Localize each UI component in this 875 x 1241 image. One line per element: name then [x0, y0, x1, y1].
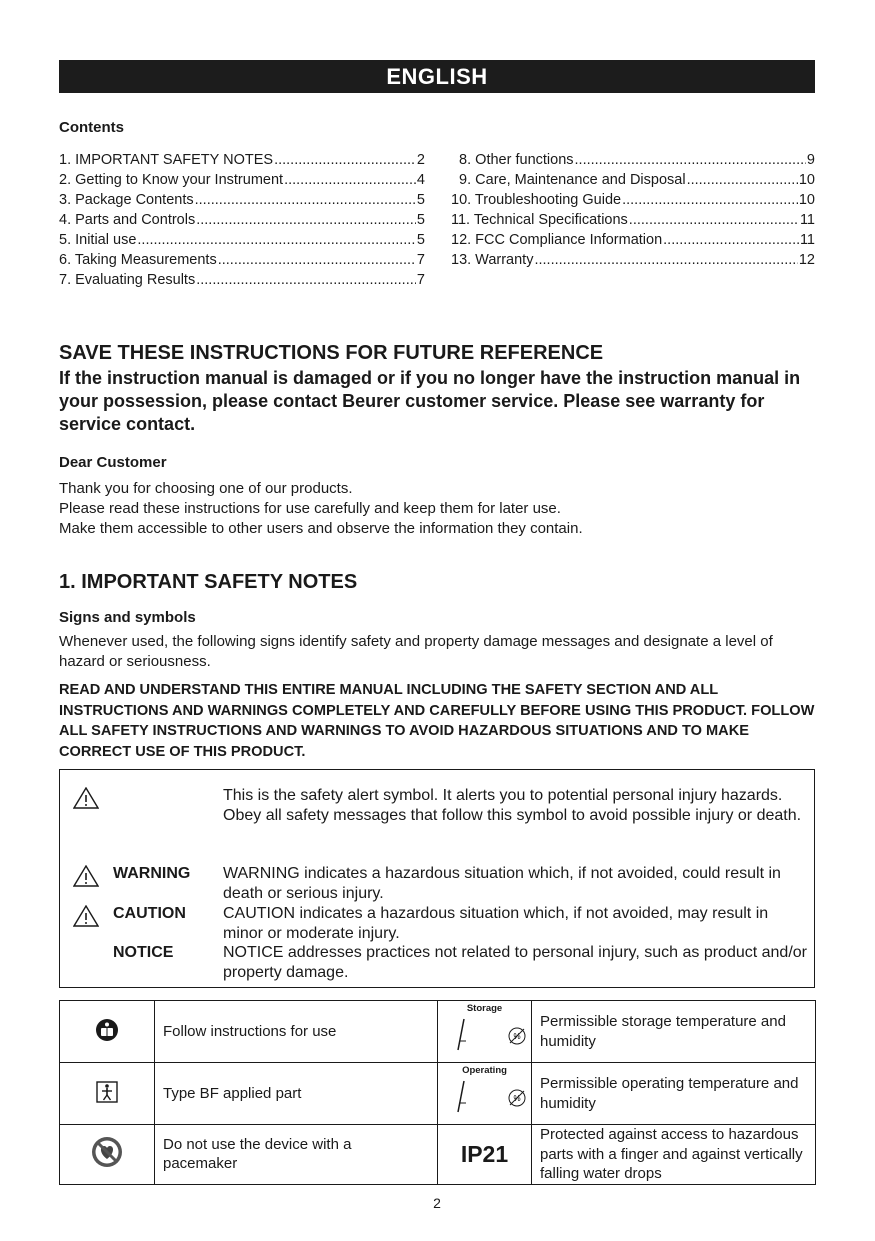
- dear-customer-text: [59, 479, 583, 539]
- toc-entry[interactable]: 4. Parts and Controls ..... 5: [59, 210, 425, 230]
- toc-entry[interactable]: 2. Getting to Know your Instrument ..... 4: [59, 170, 425, 190]
- symbol-cell: [60, 1125, 155, 1185]
- page-number: 2: [433, 1195, 441, 1211]
- dear-line: Make them accessible to other users and observe the information they contain.: [59, 520, 583, 537]
- svg-text:%: %: [513, 1032, 521, 1041]
- alert-description: WARNING indicates a hazardous situation which, if not avoided, could result in death or serious injury.: [223, 865, 781, 902]
- signs-symbols-text: Whenever used, the following signs identify safety and property damage messages and designate a level of hazard or seriousness.: [59, 633, 773, 670]
- signs-symbols-title: Signs and symbols: [59, 609, 196, 626]
- alert-description: NOTICE addresses practices not related to personal injury, such as product and/or property damage.: [223, 944, 807, 981]
- symbol-description: Follow instructions for use: [155, 1001, 438, 1063]
- alert-signal-word: NOTICE: [113, 944, 174, 961]
- symbol-description: Protected against access to hazardous parts with a finger and against vertically falling water drops: [532, 1125, 816, 1185]
- toc-entry[interactable]: 9. Care, Maintenance and Disposal ..... 10: [451, 170, 815, 190]
- operating-label: Operating: [462, 1065, 507, 1076]
- symbol-description: Permissible operating temperature and humidity: [532, 1063, 816, 1125]
- dear-line: Thank you for choosing one of our products.: [59, 480, 353, 497]
- symbols-table: [59, 1000, 816, 1185]
- symbol-cell: [438, 1001, 532, 1063]
- no-pacemaker-icon: [90, 1135, 124, 1169]
- dear-line: Please read these instructions for use carefully and keep them for later use.: [59, 500, 561, 517]
- symbol-cell: [60, 1001, 155, 1063]
- alert-description: CAUTION indicates a hazardous situation which, if not avoided, may result in minor or moderate injury.: [223, 905, 769, 942]
- toc-entry[interactable]: 3. Package Contents ..... 5: [59, 190, 425, 210]
- save-instructions-title: SAVE THESE INSTRUCTIONS FOR FUTURE REFERENCE: [59, 342, 604, 364]
- alert-description: This is the safety alert symbol. It alerts you to potential personal injury hazards. Obey all safety messages that follow this symbol to avoid possible injury or death.: [223, 787, 802, 824]
- section-title: 1. IMPORTANT SAFETY NOTES: [59, 571, 358, 593]
- contents-title: Contents: [59, 119, 124, 136]
- follow-instructions-icon: [95, 1018, 119, 1042]
- symbol-description: Type BF applied part: [155, 1063, 438, 1125]
- language-banner: [59, 60, 815, 93]
- toc-entry[interactable]: 12. FCC Compliance Information ..... 11: [451, 230, 815, 250]
- symbol-description: Do not use the device with a pacemaker: [155, 1125, 438, 1185]
- svg-text:%: %: [513, 1094, 521, 1103]
- toc-entry[interactable]: 10. Troubleshooting Guide ..... 10: [451, 190, 815, 210]
- toc-entry[interactable]: 11. Technical Specifications ..... 11: [451, 210, 815, 230]
- storage-label: Storage: [466, 1003, 503, 1014]
- read-manual-warning: READ AND UNDERSTAND THIS ENTIRE MANUAL INCLUDING THE SAFETY SECTION AND ALL INSTRUCTIONS AND WARNINGS COMPLETELY AND CAREFULLY BEFORE USING THIS PRODUCT. FOLLOW ALL SAFETY INSTRUCTIONS AND WARNINGS TO AVOID HAZARDOUS SITUATIONS AND TO MAKE CORRECT USE OF THIS PRODUCT.: [59, 682, 815, 760]
- toc-right-column: [451, 150, 815, 270]
- table-row: [60, 1001, 816, 1063]
- table-row: [60, 1125, 816, 1185]
- safety-alert-box: [59, 769, 815, 988]
- toc-entry[interactable]: 6. Taking Measurements ..... 7: [59, 250, 425, 270]
- warning-triangle-icon: [73, 865, 99, 887]
- toc-entry[interactable]: 1. IMPORTANT SAFETY NOTES ..... 2: [59, 150, 425, 170]
- symbol-description: Permissible storage temperature and humidity: [532, 1001, 816, 1063]
- warning-triangle-icon: [73, 787, 99, 809]
- dear-customer-title: Dear Customer: [59, 454, 167, 471]
- table-row: [60, 1063, 816, 1125]
- alert-signal-word: WARNING: [113, 865, 191, 882]
- ip-rating: IP21: [438, 1125, 532, 1185]
- toc-entry[interactable]: 8. Other functions ..... 9: [451, 150, 815, 170]
- save-instructions-subtitle: If the instruction manual is damaged or if you no longer have the instruction manual in your possession, please contact Beurer customer service. Please see warranty for service contact.: [59, 368, 801, 434]
- symbol-cell: [438, 1063, 532, 1125]
- type-bf-applied-part-icon: [95, 1080, 119, 1104]
- warning-triangle-icon: [73, 905, 99, 927]
- toc-entry[interactable]: 7. Evaluating Results ..... 7: [59, 270, 425, 290]
- toc-left-column: [59, 150, 425, 290]
- language-label: ENGLISH: [386, 63, 488, 89]
- alert-signal-word: CAUTION: [113, 905, 186, 922]
- toc-entry[interactable]: 5. Initial use ..... 5: [59, 230, 425, 250]
- toc-entry[interactable]: 13. Warranty ..... 12: [451, 250, 815, 270]
- symbol-cell: [60, 1063, 155, 1125]
